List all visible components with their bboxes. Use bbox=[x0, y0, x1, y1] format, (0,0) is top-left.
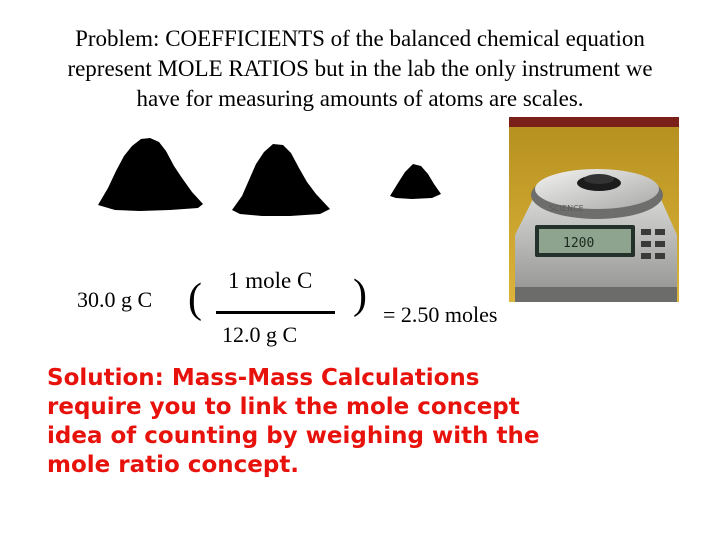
medium-pile bbox=[232, 144, 330, 216]
large-pile bbox=[98, 138, 203, 211]
solution-line-1: Solution: Mass-Mass Calculations bbox=[47, 365, 480, 391]
right-parenthesis: ) bbox=[353, 272, 367, 318]
given-mass: 30.0 g C bbox=[77, 287, 153, 312]
fraction-denominator: 12.0 g C bbox=[222, 322, 298, 347]
fraction-numerator: 1 mole C bbox=[228, 268, 313, 293]
problem-line-2: represent MOLE RATIOS but in the lab the only instrument we bbox=[67, 56, 653, 81]
calculation-result: = 2.50 moles bbox=[383, 302, 498, 327]
svg-text:1200: 1200 bbox=[563, 236, 595, 251]
small-pile bbox=[390, 164, 441, 199]
solution-text bbox=[47, 364, 687, 480]
solution-line-4: mole ratio concept. bbox=[47, 452, 300, 478]
problem-line-1: Problem: COEFFICIENTS of the balanced chemical equation bbox=[75, 26, 645, 51]
fraction-bar bbox=[216, 311, 335, 314]
balance-scale-photo bbox=[509, 117, 679, 302]
solution-line-2: require you to link the mole concept bbox=[47, 394, 520, 420]
svg-text:SCIENCE: SCIENCE bbox=[549, 204, 584, 213]
left-parenthesis: ( bbox=[188, 276, 202, 322]
problem-line-3: have for measuring amounts of atoms are scales. bbox=[136, 86, 584, 111]
balance-scale-image bbox=[509, 117, 679, 302]
solution-line-3: idea of counting by weighing with the bbox=[47, 423, 540, 449]
